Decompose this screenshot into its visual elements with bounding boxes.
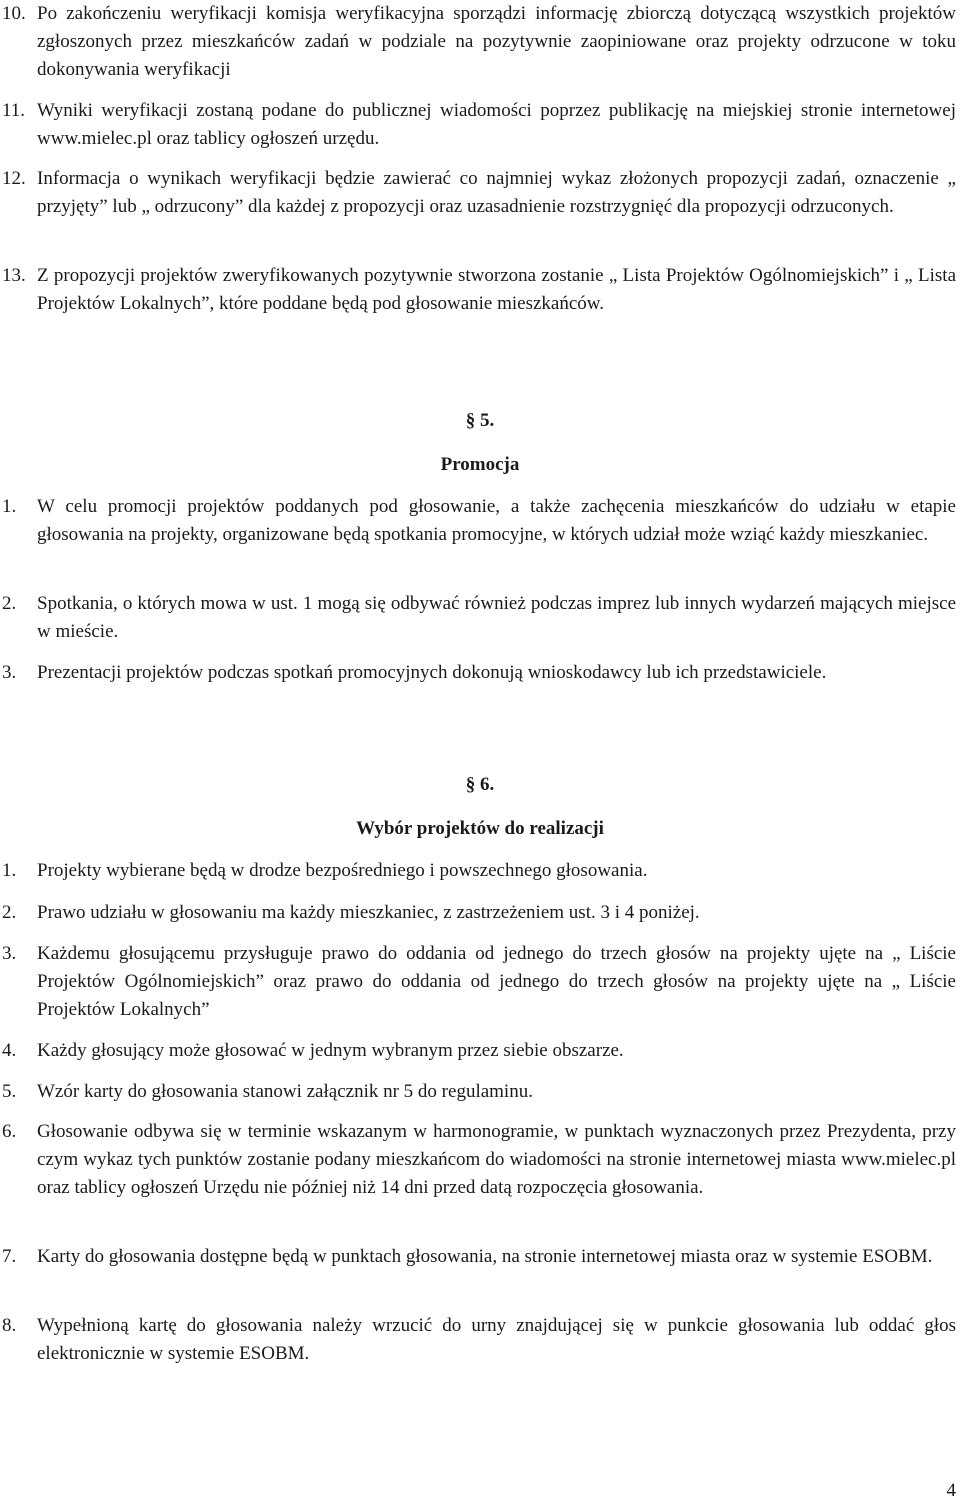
section-6-item-1 [2, 857, 956, 885]
paragraph-13 [2, 262, 956, 318]
section-6-item-8 [2, 1312, 956, 1368]
paragraph-12 [2, 165, 956, 221]
paragraph-number: 8. [2, 1315, 17, 1336]
section-5-mark: § 5. [465, 410, 495, 431]
paragraph-number: 3. [2, 662, 17, 683]
paragraph-number: 5. [2, 1081, 17, 1102]
paragraph-number: 13. [2, 265, 26, 286]
paragraph-text: Prezentacji projektów podczas spotkań promocyjnych dokonują wnioskodawcy lub ich przedstawiciele. [37, 662, 827, 683]
paragraph-text: Z propozycji projektów zweryfikowanych pozytywnie stworzona zostanie „ Lista Projektów Ogólnomiejskich” i „ Lista Projektów Lokalnych”, które poddane będą pod głosowanie mieszkańców. [37, 265, 956, 314]
paragraph-text: Informacja o wynikach weryfikacji będzie zawierać co najmniej wykaz złożonych propozycji zadań, oznaczenie „ przyjęty” lub „ odrzucony” dla każdej z propozycji oraz uzasadnienie rozstrzygnięć dla propozycji odrzuconych. [37, 168, 956, 217]
page-number: 4 [946, 1480, 956, 1501]
paragraph-text: Każdy głosujący może głosować w jednym wybranym przez siebie obszarze. [37, 1040, 624, 1061]
section-6-item-3 [2, 940, 956, 1024]
paragraph-11 [2, 97, 956, 153]
paragraph-text: Spotkania, o których mowa w ust. 1 mogą się odbywać również podczas imprez lub innych wydarzeń mających miejsce w mieście. [37, 593, 956, 642]
paragraph-text: Każdemu głosującemu przysługuje prawo do oddania od jednego do trzech głosów na projekty ujęte na „ Liście Projektów Ogólnomiejskich” oraz prawo do oddania od jednego do trzech głosów na projekty ujęte na „ Liście Projektów Lokalnych” [37, 943, 956, 1020]
paragraph-number: 1. [2, 496, 17, 517]
paragraph-text: Wyniki weryfikacji zostaną podane do publicznej wiadomości poprzez publikację na miejskiej stronie internetowej www.mielec.pl oraz tablicy ogłoszeń urzędu. [37, 100, 956, 149]
section-6-title: Wybór projektów do realizacji [356, 818, 604, 839]
paragraph-number: 1. [2, 860, 17, 881]
section-6-item-5 [2, 1078, 956, 1106]
section-6-item-7 [2, 1243, 956, 1271]
paragraph-number: 10. [2, 3, 26, 24]
paragraph-number: 3. [2, 943, 17, 964]
paragraph-10 [2, 0, 956, 84]
paragraph-number: 7. [2, 1246, 17, 1267]
section-5-item-2 [2, 590, 956, 646]
section-6-item-6 [2, 1118, 956, 1202]
section-5-item-1 [2, 493, 956, 549]
paragraph-text: Po zakończeniu weryfikacji komisja weryfikacyjna sporządzi informację zbiorczą dotyczącą wszystkich projektów zgłoszonych przez mieszkańców zadań w podziale na pozytywnie zaopiniowane oraz projekty odrzucone w toku dokonywania weryfikacji [37, 3, 956, 80]
paragraph-number: 4. [2, 1040, 17, 1061]
paragraph-text: Projekty wybierane będą w drodze bezpośredniego i powszechnego głosowania. [37, 860, 648, 881]
paragraph-number: 6. [2, 1121, 17, 1142]
section-6-mark: § 6. [465, 774, 495, 795]
paragraph-text: Prawo udziału w głosowaniu ma każdy mieszkaniec, z zastrzeżeniem ust. 3 i 4 poniżej. [37, 902, 700, 923]
section-6-item-4 [2, 1037, 956, 1065]
paragraph-text: W celu promocji projektów poddanych pod głosowanie, a także zachęcenia mieszkańców do udziału w etapie głosowania na projekty, organizowane będą spotkania promocyjne, w których udział może wziąć każdy mieszkaniec. [37, 496, 956, 545]
paragraph-text: Karty do głosowania dostępne będą w punktach głosowania, na stronie internetowej miasta oraz w systemie ESOBM. [37, 1246, 933, 1267]
paragraph-number: 2. [2, 902, 17, 923]
paragraph-number: 12. [2, 168, 26, 189]
section-5-title: Promocja [440, 454, 520, 475]
paragraph-text: Wypełnioną kartę do głosowania należy wrzucić do urny znajdującej się w punkcie głosowania lub oddać głos elektronicznie w systemie ESOBM. [37, 1315, 956, 1364]
section-6-item-2 [2, 899, 956, 927]
paragraph-number: 2. [2, 593, 17, 614]
paragraph-number: 11. [2, 100, 26, 121]
paragraph-text: Głosowanie odbywa się w terminie wskazanym w harmonogramie, w punktach wyznaczonych przez Prezydenta, przy czym wykaz tych punktów zostanie podany mieszkańcom do wiadomości na stronie internetowej miasta www.mielec.pl oraz tablicy ogłoszeń Urzędu nie później niż 14 dni przed datą rozpoczęcia głosowania. [37, 1121, 956, 1198]
paragraph-text: Wzór karty do głosowania stanowi załącznik nr 5 do regulaminu. [37, 1081, 533, 1102]
section-5-item-3 [2, 659, 956, 687]
